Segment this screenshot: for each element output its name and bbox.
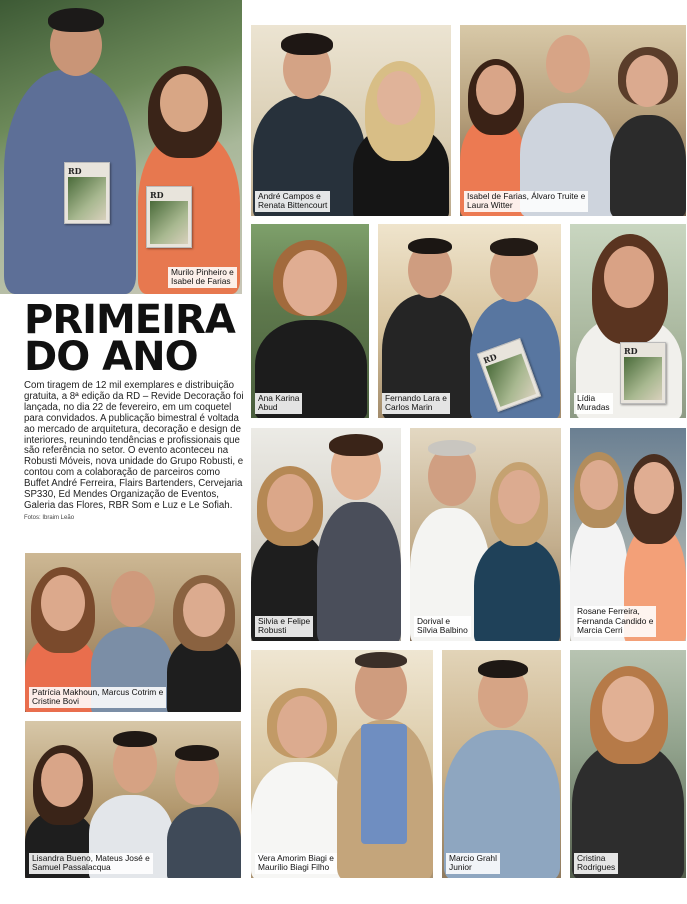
photo-caption: Dorival e Sílvia Balbino: [414, 616, 471, 637]
photo-caption: Ana Karina Abud: [255, 393, 302, 414]
photo-isabel-alvaro-laura: [460, 25, 686, 216]
photo-lisandra-mateus-samuel: [25, 721, 241, 878]
magazine-copy: [64, 162, 110, 224]
magazine-copy: [620, 342, 666, 404]
photo-caption: André Campos e Renata Bittencourt: [255, 191, 330, 212]
magazine-logo: RD: [150, 190, 164, 200]
photo-vera-maurilio: [251, 650, 433, 878]
magazine-logo: RD: [481, 351, 499, 366]
magazine-copy: [146, 186, 192, 248]
photo-patricia-marcus-cristine: [25, 553, 241, 712]
magazine-logo: RD: [624, 346, 638, 356]
photo-caption: Rosane Ferreira, Fernanda Candido e Marcia Cerri: [574, 606, 656, 637]
photo-dorival-silvia: [410, 428, 561, 641]
photo-cristina: [570, 650, 686, 878]
photo-fernando-carlos: [378, 224, 561, 418]
photo-credit: Fotos: Ibraim Leão: [24, 514, 75, 521]
photo-rosane-fernanda-marcia: [570, 428, 686, 641]
photo-caption: Marcio Grahl Junior: [446, 853, 500, 874]
photo-caption: Cristina Rodrigues: [574, 853, 618, 874]
photo-silvia-felipe: [251, 428, 401, 641]
photo-murilo-isabel: [0, 0, 242, 294]
photo-caption: Vera Amorim Biagi e Maurílio Biagi Filho: [255, 853, 337, 874]
photo-ana-karina: [251, 224, 369, 418]
page-headline: PRIMEIRA DO ANO: [24, 297, 235, 380]
photo-caption: Lisandra Bueno, Mateus José e Samuel Passalacqua: [29, 853, 153, 874]
photo-marcio: [442, 650, 561, 878]
photo-caption: Fernando Lara e Carlos Marin: [382, 393, 450, 414]
article-text: Com tiragem de 12 mil exemplares e distribuição gratuita, a 8ª edição da RD – Revide Decoração foi lançada, no dia 22 de fevereiro, em um coquetel para convidados. A publicação bimestral é voltada ao mercado de arquitetura, decoração e design de interiores, reunindo tendências e profissionais que são referência no setor. O evento aconteceu na Robusti Móveis, nova unidade do Grupo Robusti, e contou com a colaboração de parceiros como Buffet André Ferreira, Flairs Bartenders, Cervejaria SP330, Ed Mendes Organização de Eventos, Galeria das Flores, RBR Som e Luz e Le Sofiah.: [24, 380, 244, 511]
magazine-logo: RD: [68, 166, 82, 176]
photo-caption: Isabel de Farias, Álvaro Truite e Laura Witter: [464, 191, 588, 212]
photo-caption: Patrícia Makhoun, Marcus Cotrim e Cristine Bovi: [29, 687, 166, 708]
photo-caption: Silvia e Felipe Robusti: [255, 616, 313, 637]
photo-lidia: [570, 224, 686, 418]
article-body: [24, 381, 244, 524]
photo-caption: Lídia Muradas: [574, 393, 613, 414]
photo-caption: Murilo Pinheiro e Isabel de Farias: [168, 267, 237, 288]
photo-andre-renata: [251, 25, 451, 216]
